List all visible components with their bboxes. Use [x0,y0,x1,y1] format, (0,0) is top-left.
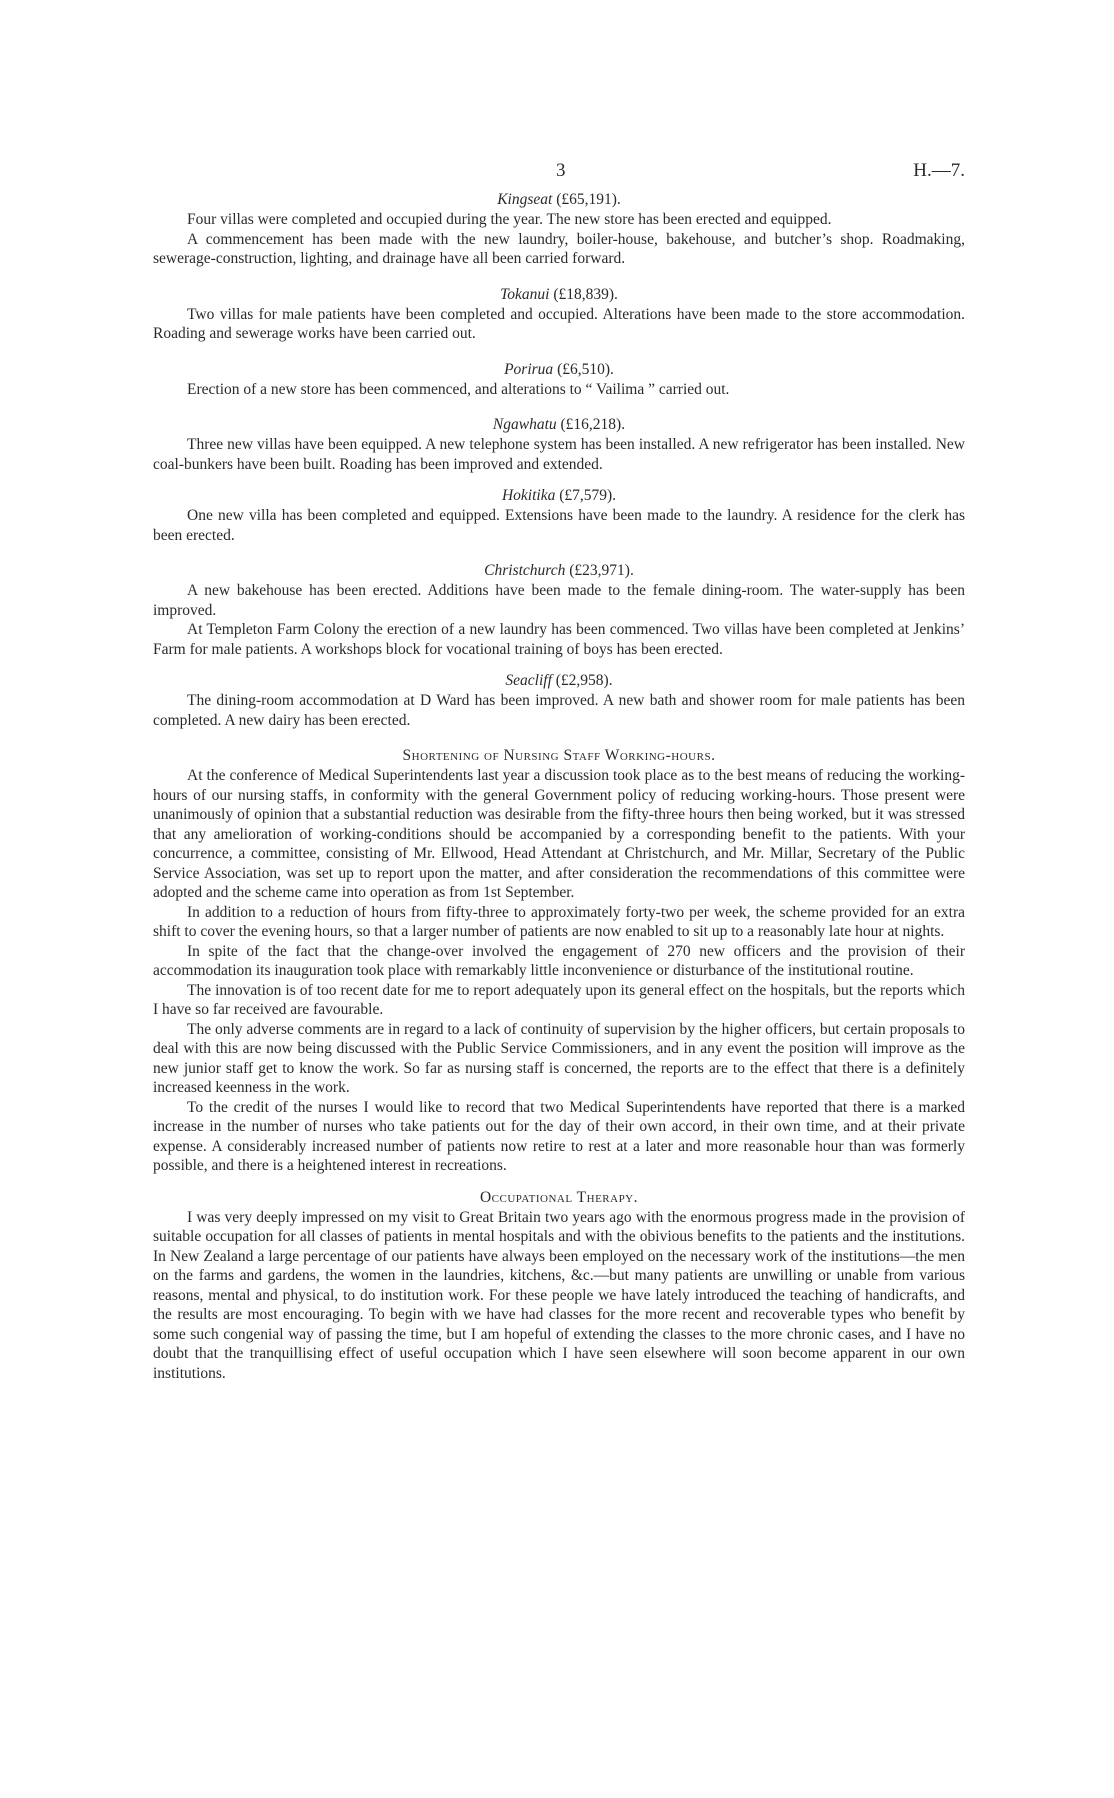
paragraph: The innovation is of too recent date for me to report adequately upon its general effect on the hospitals, but the reports which I have so far received are favourable. [153,981,965,1018]
paragraph: I was very deeply impressed on my visit to Great Britain two years ago with the enormous progress made in the provision of suitable occupation for all classes of patients in mental hospitals and with the obivious benefits to the patients and the institutions. In New Zealand a large percentage of our patients have always been employed on the necessary work of the institutions—the men on the farms and gardens, the women in the laundries, kitchens, &c.—but many patients are unwilling or unable from various reasons, mental and physical, to do institution work. For these people we have lately introduced the teaching of handicrafts, and the results are most encouraging. To begin with we have had classes for the more recent and recoverable types who benefit by some such congenial way of passing the time, but I am hopeful of extending the classes to the more chronic cases, and I have no doubt that the tranquillising effect of useful occupation which I have seen elsewhere will soon become apparent in our own institutions. [153,1208,965,1382]
institution-name: Ngawhatu [492,416,557,433]
section-porirua [153,360,965,400]
page-number: 3 [556,160,566,181]
section-heading [153,671,965,691]
expenditure-amount: (£65,191). [556,191,621,208]
institution-name: Seacliff [505,672,552,689]
section-heading [153,190,965,210]
section-heading [153,285,965,305]
paragraph: A new bakehouse has been erected. Additions have been made to the female dining-room. The water-supply has been improved. [153,582,965,619]
expenditure-amount: (£16,218). [560,416,626,433]
institution-name: Hokitika [501,487,556,504]
section-shortening-hours [153,746,965,1176]
document-reference: H.—7. [913,160,965,181]
paragraph: The only adverse comments are in regard to a lack of continuity of supervision by the higher officers, but certain proposals to deal with this are now being discussed with the Public Service Commissioners, and in any event the position will improve as the new junior staff get to know the work. So far as nursing staff is concerned, the reports are to the effect that there is a definitely increased keenness in the work. [153,1020,965,1096]
paragraph: In spite of the fact that the change-over involved the engagement of 270 new officers and the provision of their accommodation its inauguration took place with remarkably little inconvenience or disturbance of the institutional routine. [153,942,965,979]
paragraph: At Templeton Farm Colony the erection of a new laundry has been commenced. Two villas have been completed at Jenkins’ Farm for male patients. A workshops block for vocational training of boys has been erected. [153,621,965,658]
section-christchurch [153,561,965,659]
section-occupational-therapy [153,1188,965,1384]
paragraph: Two villas for male patients have been completed and occupied. Alterations have been made to the store accommodation. Roading and sewerage works have been carried out. [153,305,965,342]
paragraph: At the conference of Medical Superintendents last year a discussion took place as to the best means of reducing the working-hours of our nursing staffs, in conformity with the general Government policy of reducing working-hours. Those present were unanimously of opinion that a substantial reduction was desirable from the fifty-three hours then being worked, but it was stressed that any amelioration of working-conditions should be accompanied by a corresponding benefit to the patients. With your concurrence, a committee, consisting of Mr. Ellwood, Head Attendant at Christchurch, and Mr. Millar, Secretary of the Public Service Association, was set up to report upon the matter, and after consideration the recommendations of this committee were adopted and the scheme came into operation as from 1st September. [153,767,965,901]
paragraph: A commencement has been made with the new laundry, boiler-house, bakehouse, and butcher’s shop. Roadmaking, sewerage-construction, lighting, and drainage have all been carried forward. [153,230,965,267]
institution-name: Porirua [504,360,554,378]
paragraph: In addition to a reduction of hours from fifty-three to approximately forty-two per week, the scheme provided for an extra shift to cover the evening hours, so that a larger number of patients are now enabled to sit up to a reasonably late hour at nights. [153,903,965,940]
section-heading [153,561,965,581]
page-header [153,160,965,190]
paragraph: To the credit of the nurses I would like to record that two Medical Superintendents have reported that there is a marked increase in the number of nurses who take patients out for the day of their own accord, in their own time, and at their private expense. A considerably increased number of patients now retire to rest at a later and more reasonable hour than was formerly possible, and there is a heightened interest in recreations. [153,1098,965,1174]
paragraph: Four villas were completed and occupied during the year. The new store has been erected and equipped. [187,211,832,228]
section-heading [153,360,965,380]
paragraph: Three new villas have been equipped. A new telephone system has been installed. A new refrigerator has been installed. New coal-bunkers have been built. Roading has been improved and extended. [153,436,965,473]
document-page [153,160,965,1383]
institution-name: Christchurch [484,562,566,579]
section-hokitika [153,486,965,545]
section-title: Shortening of Nursing Staff Working-hours. [402,747,716,764]
section-seacliff [153,671,965,730]
institution-name: Tokanui [500,285,550,303]
paragraph: Erection of a new store has been commenced, and alterations to “ Vailima ” carried out. [187,380,730,398]
expenditure-amount: (£2,958). [555,672,613,689]
expenditure-amount: (£7,579). [559,487,617,504]
section-heading [153,486,965,506]
section-kingseat [153,190,965,269]
section-tokanui [153,285,965,344]
expenditure-amount: (£18,839). [553,285,618,303]
expenditure-amount: (£23,971). [569,562,634,579]
section-ngawhatu [153,415,965,474]
section-heading [153,415,965,435]
paragraph: One new villa has been completed and equipped. Extensions have been made to the laundry. A residence for the clerk has been erected. [153,507,965,544]
paragraph: The dining-room accommodation at D Ward has been improved. A new bath and shower room for male patients has been completed. A new dairy has been erected. [153,692,965,729]
section-title: Occupational Therapy. [479,1188,639,1206]
institution-name: Kingseat [497,191,553,208]
expenditure-amount: (£6,510). [557,360,614,378]
